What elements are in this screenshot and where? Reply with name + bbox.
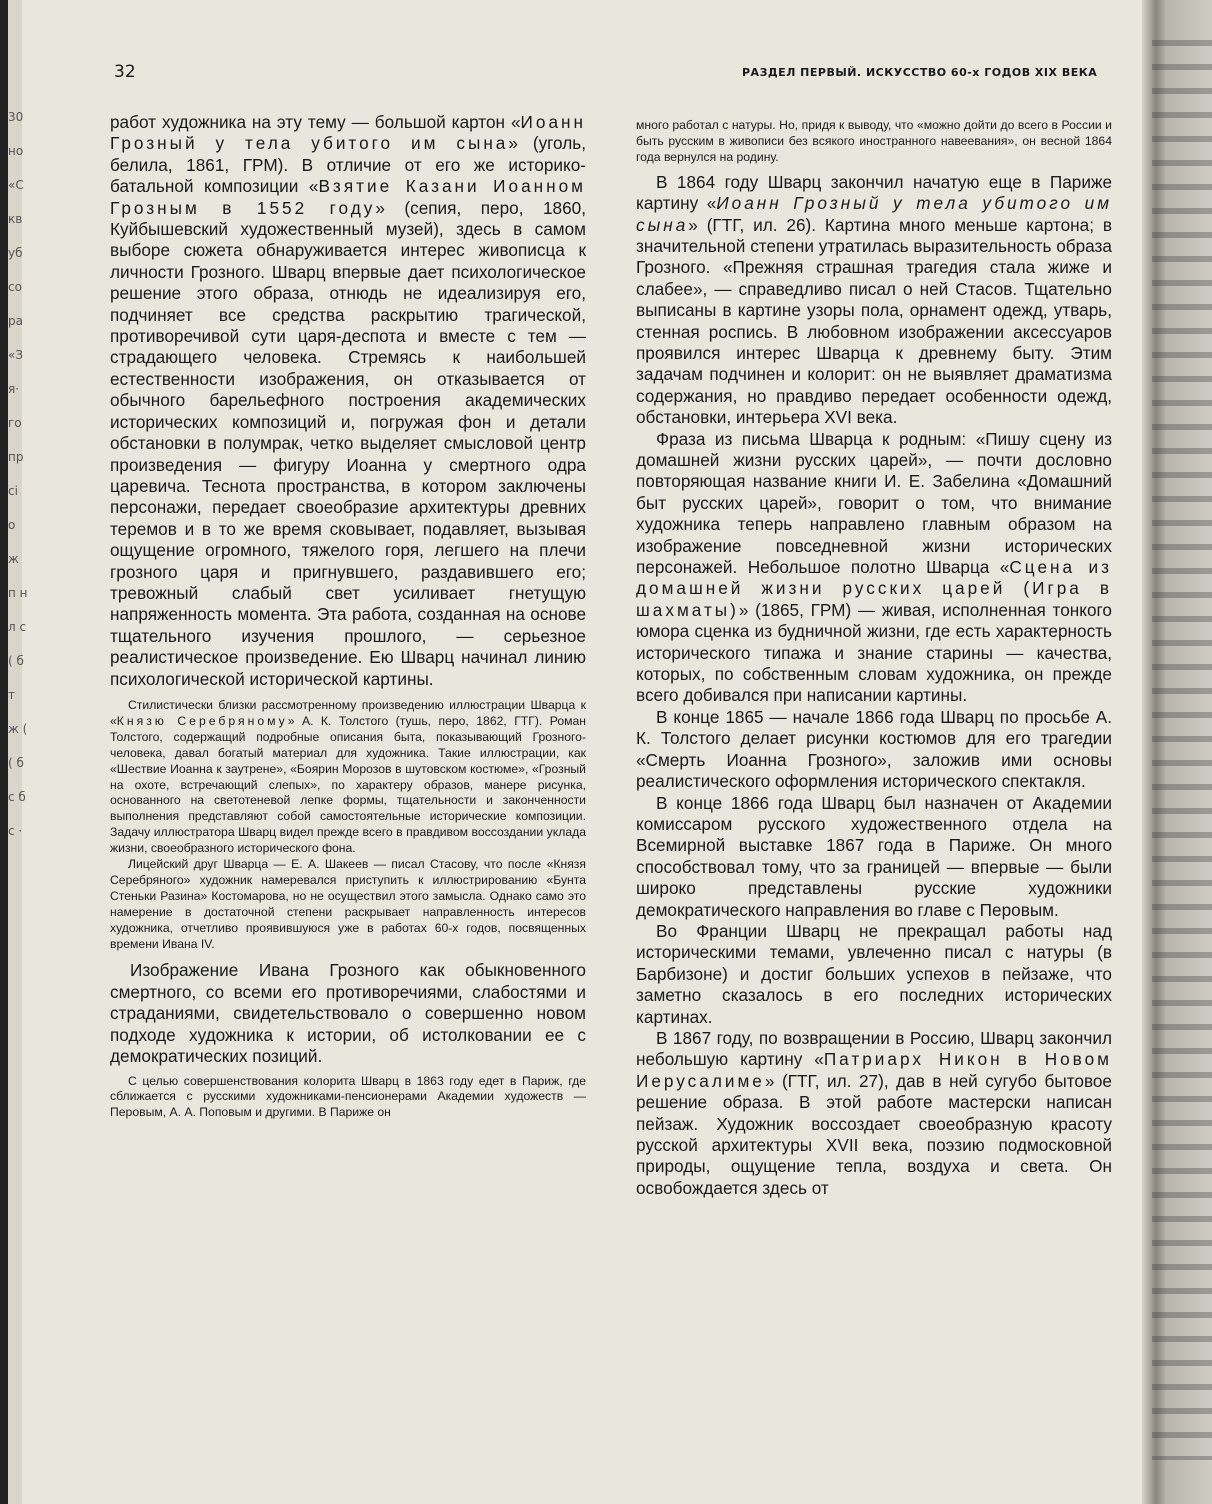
page-number: 32 bbox=[114, 62, 136, 82]
artwork-title: Иоанн Грозный у тела убитого им сына bbox=[110, 112, 586, 154]
facing-page-bleed-right bbox=[1152, 40, 1212, 1460]
right-column bbox=[636, 118, 1112, 1199]
left-note-1: Стилистически близки рассмотренному произведению иллюстрации Шварца к «Князю Серебряному» А. К. Толстого (тушь, перо, 1862, ГТГ). Роман Толстого, содержащий подробные описания быта, показывающий Грозного-человека, давал богатый материал для художника. Такие иллюстрации, как «Шествие Иоанна к заутрене», «Боярин Морозов в шутовском костюме», «Грозный на охоте, встречающий слепых», по характеру образов, манере рисунка, основанного на светотеневой лепке формы, тщательности и законченности выполнения представляют собой самостоятельные исторические композиции. Задачу иллюстратора Шварц видел прежде всего в правдивом воссоздании уклада жизни, своеобразного исторического фона. bbox=[110, 697, 586, 856]
running-head: РАЗДЕЛ ПЕРВЫЙ. ИСКУССТВО 60-х ГОДОВ XIX ВЕКА bbox=[742, 66, 1098, 79]
right-paragraph-6: В 1867 году, по возвращении в Россию, Шварц закончил небольшую картину «Патриарх Никон в Новом Иерусалиме» (ГТГ, ил. 27), дав в ней сугубо бытовое решение образа. В этой работе мастерски написан пейзаж. Художник воссоздает своеобразную красоту русской архитектуры XVII века, поэзию подмосковной природы, ощущение тепла, воздуха и света. Он освобождается здесь от bbox=[636, 1027, 1112, 1198]
scan-edge-left bbox=[0, 0, 8, 1504]
left-paragraph-2: Изображение Ивана Грозного как обыкновенного смертного, со всеми его противоречиями, слабостями и страданиями, свидетельствовало о совершенно новом подходе художника к истории, об истолковании ее с демократических позиций. bbox=[110, 960, 586, 1067]
right-paragraph-4: В конце 1866 года Шварц был назначен от Академии комиссаром русского художественного отдела на Всемирной выставке 1867 года в Париже. Он много способствовал тому, что за границей — впервые — были широко представлены русские художники демократического направления во главе с Перовым. bbox=[636, 792, 1112, 920]
artwork-title: Патриарх Никон в Новом Иерусалиме bbox=[636, 1049, 1112, 1091]
left-note-2: Лицейский друг Шварца — Е. А. Шакеев — писал Стасову, что после «Князя Серебряного» художник намеревался приступить к иллюстрированию «Бунта Стеньки Разина» Костомарова, но не осуществил этого замысла. Однако само это намерение в достаточной степени раскрывает направленность интересов художника, отчетливо проявившуюся уже в работах 60-х годов, посвященных времени Ивана IV. bbox=[110, 857, 586, 951]
right-paragraph-3: В конце 1865 — начале 1866 года Шварц по просьбе А. К. Толстого делает рисунки костюмов для его трагедии «Смерть Иоанна Грозного», заложив ими основы реалистического оформления исторического спектакля. bbox=[636, 706, 1112, 792]
right-paragraph-5: Во Франции Шварц не прекращал работы над историческими темами, увлеченно писал с натуры (в Барбизоне) и достиг больших успехов в пейзаже, что заметно сказалось в его последних исторических картинах. bbox=[636, 920, 1112, 1027]
artwork-title: Иоанн Грозный у тела убитого им сына bbox=[636, 193, 1112, 235]
facing-page-bleed-left: 30 но «С кв уб со ра «З я· го пр ci о ж п н л с ( б т ж ( ( б с б с · bbox=[8, 110, 28, 838]
left-paragraph-1: работ художника на эту тему — большой картон «Иоанн Грозный у тела убитого им сына» (уголь, белила, 1861, ГРМ). В отличие от его же историко-батальной композиции «Взятие Казани Иоанном Грозным в 1552 году» (сепия, перо, 1860, Куйбышевский художественный музей), здесь в самом выборе сюжета обнаруживается интерес живописца к личности Грозного. Шварц впервые дает психологическое решение этого образа, отнюдь не идеализируя его, подчиняет все средства раскрытию трагической, противоречивой сути царя-деспота и вместе с тем — страдающего человека. Стремясь к наибольшей естественности изображения, он отказывается от обычного барельефного построения академических исторических композиций и, погружая фон и детали обстановки в полумрак, четко выделяет смысловой центр произведения — фигуру Иоанна у смертного одра царевича. Теснота пространства, в котором заключены персонажи, передает своеобразие архитектуры древних теремов и в то же время сковывает, подавляет, вызывая ощущение огромного, тяжелого горя, легшего на плечи грозного царя и пригнувшего, раздавившего его; тревожный слабый свет усиливает гнетущую напряженность момента. Эта работа, созданная на основе тщательного изучения прошлого, — серьезное реалистическое произведение. Ею Шварц начинал линию психологической исторической картины. bbox=[110, 112, 587, 689]
right-paragraph-2: Фраза из письма Шварца к родным: «Пишу сцену из домашней жизни русских царей», — почти дословно повторяющая название книги И. Е. Забелина «Домашний быт русских царей», говорит о том, что внимание художника теперь направлено главным образом на изображение повседневной жизни исторических персонажей. Небольшое полотно Шварца «Сцена из домашней жизни русских царей (Игра в шахматы)» (1865, ГРМ) — живая, исполненная тонкого юмора сценка из будничной жизни, где есть характерность исторического типажа и знание старины — качества, которых, по собственным словам художника, он прежде всего добивался при написании картины. bbox=[636, 428, 1112, 706]
artwork-title: Взятие Казани Иоанном Грозным в 1552 году bbox=[110, 176, 586, 218]
left-column bbox=[110, 112, 586, 1121]
artwork-title: Князю Серебряному bbox=[116, 713, 288, 728]
artwork-title: Сцена из домашней жизни русских царей (Игра в шахматы) bbox=[636, 557, 1112, 620]
left-note-3: С целью совершенствования колорита Шварц в 1863 году едет в Париж, где сближается с русскими художниками-пенсионерами Академии художеств — Перовым, А. А. Поповым и другими. В Париже он bbox=[110, 1073, 586, 1120]
right-paragraph-1: В 1864 году Шварц закончил начатую еще в Париже картину «Иоанн Грозный у тела убитого им сына» (ГТГ, ил. 26). Картина много меньше картона; в значительной степени утратилась выразительность образа Грозного. «Прежняя страшная трагедия стала жиже и слабее», — справедливо писал о ней Стасов. Тщательно выписаны в картине узоры пола, орнамент одежд, утварь, стенная роспись. В любовном изображении аксессуаров проявился интерес Шварца к древнему быту. Этим задачам подчинен и колорит: он не выявляет драматизма содержания, но правдиво передает особенности одежд, обстановки, интерьера XVI века. bbox=[636, 171, 1112, 428]
right-note-continued: много работал с натуры. Но, придя к выводу, что «можно дойти до всего в России и быть русским в живописи без всякого иностранного навеевания», он весной 1864 года вернулся на родину. bbox=[636, 118, 1112, 164]
